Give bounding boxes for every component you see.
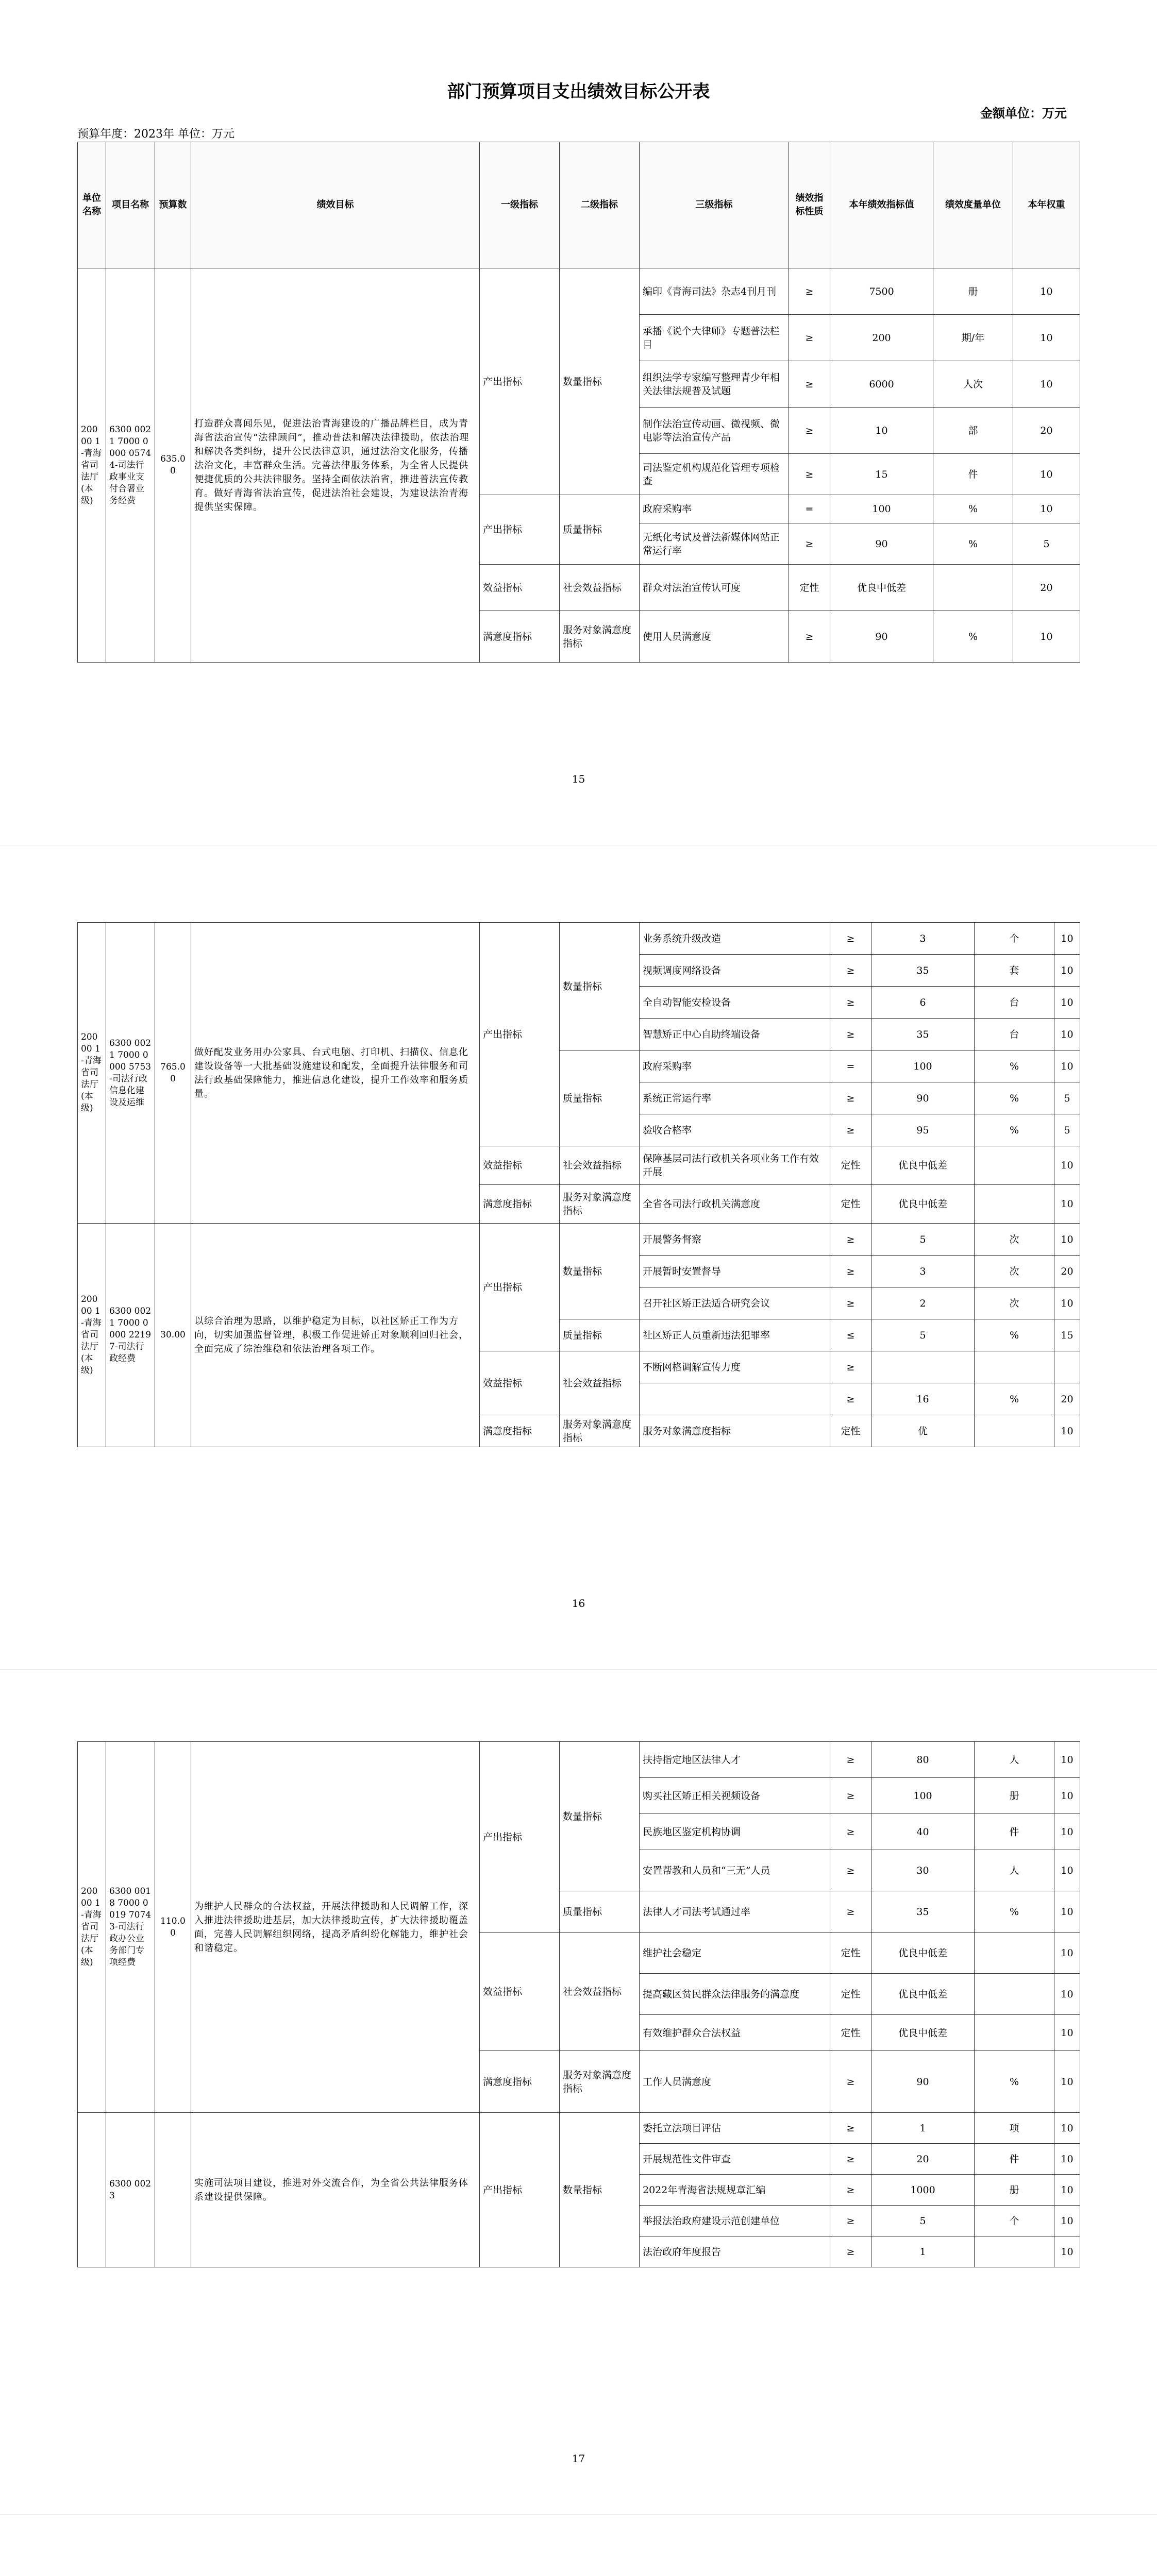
level1-cell: 产出指标 bbox=[480, 1742, 560, 1933]
measure-cell: 台 bbox=[975, 1019, 1054, 1050]
nature-cell: 定性 bbox=[830, 1185, 871, 1224]
level2-cell: 质量指标 bbox=[560, 1050, 640, 1146]
level3-cell: 服务对象满意度指标 bbox=[640, 1415, 830, 1447]
value-cell: 优良中低差 bbox=[871, 1974, 975, 2015]
value-cell: 5 bbox=[871, 1319, 975, 1351]
measure-cell: 个 bbox=[975, 923, 1054, 955]
weight-cell: 5 bbox=[1054, 1082, 1080, 1114]
measure-cell: 期/年 bbox=[933, 315, 1013, 361]
weight-cell: 10 bbox=[1013, 315, 1080, 361]
table-row bbox=[78, 2113, 1080, 2144]
page-number: 17 bbox=[572, 2452, 585, 2465]
nature-cell: ≥ bbox=[830, 1814, 871, 1850]
nature-cell: ≥ bbox=[830, 1256, 871, 1287]
level2-cell: 数量指标 bbox=[560, 1224, 640, 1319]
measure-cell: % bbox=[975, 1891, 1054, 1933]
nature-cell: ≥ bbox=[830, 1778, 871, 1814]
weight-cell: 10 bbox=[1054, 2051, 1080, 2113]
performance-table-p2 bbox=[77, 922, 1080, 1447]
weight-cell: 10 bbox=[1054, 2175, 1080, 2206]
nature-cell: 定性 bbox=[830, 2015, 871, 2051]
level3-cell: 开展暂时安置督导 bbox=[640, 1256, 830, 1287]
value-cell: 15 bbox=[830, 454, 933, 495]
level1-cell: 产出指标 bbox=[480, 268, 560, 495]
project-cell: 6300 0021 7000 0000 0574 4-司法行政事业支付合署业务经费 bbox=[106, 268, 155, 663]
value-cell: 90 bbox=[830, 611, 933, 663]
measure-cell: 部 bbox=[933, 408, 1013, 454]
weight-cell: 10 bbox=[1013, 454, 1080, 495]
level3-cell: 司法鉴定机构规范化管理专项检查 bbox=[640, 454, 789, 495]
project-cell: 6300 0018 7000 0019 7074 3-司法行政办公业务部门专项经费 bbox=[106, 1742, 155, 2113]
measure-cell: 人次 bbox=[933, 361, 1013, 408]
level2-cell: 社会效益指标 bbox=[560, 565, 640, 611]
value-cell: 35 bbox=[871, 1019, 975, 1050]
weight-cell: 10 bbox=[1013, 268, 1080, 315]
level3-cell: 业务系统升级改造 bbox=[640, 923, 830, 955]
level3-cell: 民族地区鉴定机构协调 bbox=[640, 1814, 830, 1850]
level3-cell: 验收合格率 bbox=[640, 1114, 830, 1146]
level1-cell: 满意度指标 bbox=[480, 1185, 560, 1224]
level2-cell: 服务对象满意度指标 bbox=[560, 1185, 640, 1224]
level3-cell: 购买社区矫正相关视频设备 bbox=[640, 1778, 830, 1814]
value-cell: 优良中低差 bbox=[871, 1146, 975, 1185]
page-4 bbox=[0, 2550, 1157, 2576]
col-level3: 三级指标 bbox=[640, 142, 789, 268]
level3-cell: 编印《青海司法》杂志4刊月刊 bbox=[640, 268, 789, 315]
measure-cell: % bbox=[933, 611, 1013, 663]
level3-cell: 有效维护群众合法权益 bbox=[640, 2015, 830, 2051]
nature-cell: ≥ bbox=[830, 2144, 871, 2175]
weight-cell: 10 bbox=[1054, 923, 1080, 955]
measure-cell bbox=[975, 1351, 1054, 1383]
level3-cell: 组织法学专家编写整理青少年相关法律法规普及试题 bbox=[640, 361, 789, 408]
nature-cell: 定性 bbox=[789, 565, 830, 611]
level3-cell: 保障基层司法行政机关各项业务工作有效开展 bbox=[640, 1146, 830, 1185]
nature-cell: ≥ bbox=[789, 454, 830, 495]
weight-cell: 15 bbox=[1054, 1319, 1080, 1351]
goal-cell: 打造群众喜闻乐见，促进法治青海建设的广播品牌栏目，成为青海省法治宣传“法律顾问”，推动普法和解决法律援助，依法治理和解决各类纠纷，提升公民法律意识，通过法治文化服务，传播法治文化，丰富群众生活。完善法律服务体系，为全省人民提供便捷优质的公共法律服务。坚持全面依法治省，推进普法宣传教育。做好青海省法治宣传，促进法治社会建设，为建设法治青海提供坚实保障。 bbox=[191, 268, 480, 663]
nature-cell: ≥ bbox=[830, 955, 871, 987]
value-cell: 80 bbox=[871, 1742, 975, 1778]
col-nature: 绩效指标性质 bbox=[789, 142, 830, 268]
page-separator bbox=[0, 2514, 1157, 2515]
measure-cell: 册 bbox=[933, 268, 1013, 315]
nature-cell: ≥ bbox=[830, 2175, 871, 2206]
value-cell: 100 bbox=[830, 495, 933, 523]
level3-cell: 使用人员满意度 bbox=[640, 611, 789, 663]
weight-cell: 20 bbox=[1054, 1383, 1080, 1415]
measure-cell bbox=[975, 1415, 1054, 1447]
value-cell: 1 bbox=[871, 2113, 975, 2144]
value-cell: 40 bbox=[871, 1814, 975, 1850]
table-row bbox=[78, 1742, 1080, 1778]
level2-cell: 数量指标 bbox=[560, 1742, 640, 1891]
measure-cell: 个 bbox=[975, 2206, 1054, 2236]
value-cell: 2 bbox=[871, 1287, 975, 1319]
budget-cell: 30.00 bbox=[155, 1224, 191, 1447]
measure-cell: 件 bbox=[975, 2144, 1054, 2175]
goal-cell: 以综合治理为思路，以维护稳定为目标，以社区矫正工作为方向，切实加强监督管理，积极工作促进矫正对象顺利回归社会，全面完成了综治维稳和依法治理各项工作。 bbox=[191, 1224, 480, 1447]
level2-cell: 服务对象满意度指标 bbox=[560, 2051, 640, 2113]
weight-cell: 20 bbox=[1013, 408, 1080, 454]
level2-cell: 数量指标 bbox=[560, 923, 640, 1050]
table-row bbox=[78, 1224, 1080, 1256]
nature-cell: ≥ bbox=[830, 2236, 871, 2267]
unit-cell: 20000 1-青海省司法厅(本级) bbox=[78, 268, 106, 663]
col-measure: 绩效度量单位 bbox=[933, 142, 1013, 268]
weight-cell: 10 bbox=[1054, 2144, 1080, 2175]
nature-cell: ≥ bbox=[830, 1383, 871, 1415]
level3-cell: 政府采购率 bbox=[640, 495, 789, 523]
level1-cell: 满意度指标 bbox=[480, 611, 560, 663]
col-budget: 预算数 bbox=[155, 142, 191, 268]
level1-cell: 效益指标 bbox=[480, 1146, 560, 1185]
table-header-row bbox=[78, 142, 1080, 268]
level3-cell: 开展规范性文件审查 bbox=[640, 2144, 830, 2175]
weight-cell: 10 bbox=[1054, 2113, 1080, 2144]
measure-cell: % bbox=[975, 2051, 1054, 2113]
unit-cell: 20000 1-青海省司法厅(本级) bbox=[78, 1742, 106, 2113]
page-2 bbox=[0, 876, 1157, 1649]
measure-cell: 次 bbox=[975, 1287, 1054, 1319]
level1-cell: 产出指标 bbox=[480, 923, 560, 1146]
value-cell: 20 bbox=[871, 2144, 975, 2175]
nature-cell: = bbox=[789, 495, 830, 523]
measure-cell bbox=[975, 1933, 1054, 1974]
level3-cell: 社区矫正人员重新违法犯罪率 bbox=[640, 1319, 830, 1351]
level1-cell: 产出指标 bbox=[480, 1224, 560, 1351]
nature-cell: ≥ bbox=[789, 611, 830, 663]
goal-cell: 实施司法项目建设，推进对外交流合作，为全省公共法律服务体系建设提供保障。 bbox=[191, 2113, 480, 2267]
value-cell: 3 bbox=[871, 923, 975, 955]
measure-cell bbox=[975, 2236, 1054, 2267]
level3-cell: 举报法治政府建设示范创建单位 bbox=[640, 2206, 830, 2236]
weight-cell: 10 bbox=[1054, 1224, 1080, 1256]
measure-cell bbox=[975, 1146, 1054, 1185]
value-cell: 200 bbox=[830, 315, 933, 361]
goal-cell: 为维护人民群众的合法权益，开展法律援助和人民调解工作，深入推进法律援助进基层，加大法律援助宣传，扩大法律援助覆盖面，完善人民调解组织网络，提高矛盾纠纷化解能力，维护社会和谐稳定。 bbox=[191, 1742, 480, 2113]
nature-cell: = bbox=[830, 1050, 871, 1082]
value-cell: 优良中低差 bbox=[830, 565, 933, 611]
value-cell: 1000 bbox=[871, 2175, 975, 2206]
level2-cell: 社会效益指标 bbox=[560, 1146, 640, 1185]
value-cell: 35 bbox=[871, 1891, 975, 1933]
level2-cell: 社会效益指标 bbox=[560, 1351, 640, 1415]
nature-cell: ≥ bbox=[789, 315, 830, 361]
level2-cell: 质量指标 bbox=[560, 495, 640, 565]
measure-cell: 台 bbox=[975, 987, 1054, 1019]
value-cell: 5 bbox=[871, 1224, 975, 1256]
value-cell: 5 bbox=[871, 2206, 975, 2236]
unit-cell bbox=[78, 2113, 106, 2267]
page-number: 16 bbox=[572, 1597, 585, 1609]
weight-cell: 10 bbox=[1054, 987, 1080, 1019]
level3-cell: 不断网格调解宣传力度 bbox=[640, 1351, 830, 1383]
level3-cell: 扶持指定地区法律人才 bbox=[640, 1742, 830, 1778]
col-level2: 二级指标 bbox=[560, 142, 640, 268]
level3-cell: 工作人员满意度 bbox=[640, 2051, 830, 2113]
measure-cell bbox=[933, 565, 1013, 611]
nature-cell: ≥ bbox=[830, 923, 871, 955]
value-cell: 10 bbox=[830, 408, 933, 454]
weight-cell: 20 bbox=[1054, 1256, 1080, 1287]
value-cell: 35 bbox=[871, 955, 975, 987]
weight-cell: 10 bbox=[1054, 1415, 1080, 1447]
level3-cell: 提高藏区贫民群众法律服务的满意度 bbox=[640, 1974, 830, 2015]
col-project: 项目名称 bbox=[106, 142, 155, 268]
budget-cell: 765.00 bbox=[155, 923, 191, 1224]
level2-cell: 数量指标 bbox=[560, 2113, 640, 2267]
page-separator bbox=[0, 1669, 1157, 1670]
project-cell: 6300 0021 7000 0000 2219 7-司法行政经费 bbox=[106, 1224, 155, 1447]
nature-cell: ≥ bbox=[830, 1891, 871, 1933]
value-cell: 优良中低差 bbox=[871, 1185, 975, 1224]
value-cell: 优良中低差 bbox=[871, 1933, 975, 1974]
nature-cell: ≥ bbox=[830, 2051, 871, 2113]
nature-cell: ≥ bbox=[830, 2206, 871, 2236]
col-goal: 绩效目标 bbox=[191, 142, 480, 268]
level3-cell: 召开社区矫正法适合研究会议 bbox=[640, 1287, 830, 1319]
measure-cell: 人 bbox=[975, 1742, 1054, 1778]
level2-cell: 服务对象满意度指标 bbox=[560, 1415, 640, 1447]
weight-cell: 10 bbox=[1054, 1287, 1080, 1319]
measure-cell: 人 bbox=[975, 1850, 1054, 1891]
nature-cell: ≥ bbox=[830, 1351, 871, 1383]
performance-table-p3 bbox=[77, 1741, 1080, 2267]
measure-cell: % bbox=[975, 1050, 1054, 1082]
value-cell: 16 bbox=[871, 1383, 975, 1415]
level3-cell: 开展警务督察 bbox=[640, 1224, 830, 1256]
nature-cell: ≤ bbox=[830, 1319, 871, 1351]
weight-cell: 20 bbox=[1013, 565, 1080, 611]
nature-cell: ≥ bbox=[830, 1082, 871, 1114]
nature-cell: ≥ bbox=[830, 987, 871, 1019]
nature-cell: 定性 bbox=[830, 1146, 871, 1185]
level3-cell: 委托立法项目评估 bbox=[640, 2113, 830, 2144]
value-cell: 100 bbox=[871, 1778, 975, 1814]
weight-cell: 10 bbox=[1054, 1019, 1080, 1050]
value-cell: 优良中低差 bbox=[871, 2015, 975, 2051]
weight-cell: 10 bbox=[1054, 1814, 1080, 1850]
level3-cell bbox=[640, 1383, 830, 1415]
level3-cell: 2022年青海省法规规章汇编 bbox=[640, 2175, 830, 2206]
weight-cell: 10 bbox=[1013, 611, 1080, 663]
level1-cell: 效益指标 bbox=[480, 565, 560, 611]
col-weight: 本年权重 bbox=[1013, 142, 1080, 268]
level3-cell: 智慧矫正中心自助终端设备 bbox=[640, 1019, 830, 1050]
project-cell: 6300 0021 7000 0000 5753-司法行政信息化建设及运维 bbox=[106, 923, 155, 1224]
measure-cell: 册 bbox=[975, 2175, 1054, 2206]
weight-cell: 10 bbox=[1054, 1050, 1080, 1082]
level3-cell: 全省各司法行政机关满意度 bbox=[640, 1185, 830, 1224]
level1-cell: 满意度指标 bbox=[480, 2051, 560, 2113]
level2-cell: 服务对象满意度指标 bbox=[560, 611, 640, 663]
level1-cell: 效益指标 bbox=[480, 1933, 560, 2051]
measure-cell: 次 bbox=[975, 1224, 1054, 1256]
weight-cell: 10 bbox=[1054, 1778, 1080, 1814]
nature-cell: ≥ bbox=[830, 1742, 871, 1778]
measure-cell bbox=[975, 1185, 1054, 1224]
measure-cell: 套 bbox=[975, 955, 1054, 987]
value-cell: 90 bbox=[871, 2051, 975, 2113]
col-value: 本年绩效指标值 bbox=[830, 142, 933, 268]
col-unit: 单位名称 bbox=[78, 142, 106, 268]
page-title: 部门预算项目支出绩效目标公开表 bbox=[447, 81, 710, 102]
nature-cell: ≥ bbox=[830, 1287, 871, 1319]
measure-cell: % bbox=[975, 1383, 1054, 1415]
measure-cell: 次 bbox=[975, 1256, 1054, 1287]
level3-cell: 政府采购率 bbox=[640, 1050, 830, 1082]
nature-cell: ≥ bbox=[830, 1224, 871, 1256]
measure-cell: 册 bbox=[975, 1778, 1054, 1814]
measure-cell: % bbox=[933, 495, 1013, 523]
value-cell bbox=[871, 1351, 975, 1383]
budget-cell bbox=[155, 2113, 191, 2267]
level3-cell: 法律人才司法考试通过率 bbox=[640, 1891, 830, 1933]
value-cell: 90 bbox=[830, 523, 933, 565]
level1-cell: 满意度指标 bbox=[480, 1415, 560, 1447]
measure-cell: % bbox=[975, 1114, 1054, 1146]
budget-cell: 110.00 bbox=[155, 1742, 191, 2113]
value-cell: 100 bbox=[871, 1050, 975, 1082]
table-row bbox=[78, 268, 1080, 315]
nature-cell: 定性 bbox=[830, 1415, 871, 1447]
measure-cell bbox=[975, 2015, 1054, 2051]
nature-cell: ≥ bbox=[830, 1114, 871, 1146]
performance-table-p1 bbox=[77, 142, 1080, 663]
nature-cell: ≥ bbox=[789, 268, 830, 315]
level3-cell: 制作法治宣传动画、微视频、微电影等法治宣传产品 bbox=[640, 408, 789, 454]
nature-cell: ≥ bbox=[830, 2113, 871, 2144]
weight-cell: 10 bbox=[1054, 1146, 1080, 1185]
weight-cell: 10 bbox=[1054, 1185, 1080, 1224]
unit-cell: 20000 1-青海省司法厅(本级) bbox=[78, 1224, 106, 1447]
nature-cell: ≥ bbox=[789, 408, 830, 454]
weight-cell: 10 bbox=[1054, 955, 1080, 987]
project-cell: 6300 0023 bbox=[106, 2113, 155, 2267]
weight-cell: 10 bbox=[1054, 2236, 1080, 2267]
weight-cell: 10 bbox=[1054, 1850, 1080, 1891]
weight-cell: 10 bbox=[1054, 1933, 1080, 1974]
level1-cell: 产出指标 bbox=[480, 2113, 560, 2267]
measure-cell: % bbox=[975, 1319, 1054, 1351]
level3-cell: 视频调度网络设备 bbox=[640, 955, 830, 987]
weight-cell: 10 bbox=[1013, 361, 1080, 408]
level1-cell: 产出指标 bbox=[480, 495, 560, 565]
nature-cell: ≥ bbox=[789, 361, 830, 408]
value-cell: 6000 bbox=[830, 361, 933, 408]
level2-cell: 质量指标 bbox=[560, 1891, 640, 1933]
value-cell: 30 bbox=[871, 1850, 975, 1891]
value-cell: 3 bbox=[871, 1256, 975, 1287]
value-cell: 95 bbox=[871, 1114, 975, 1146]
table-row bbox=[78, 923, 1080, 955]
weight-cell: 10 bbox=[1054, 1891, 1080, 1933]
level3-cell: 安置帮教和人员和“三无”人员 bbox=[640, 1850, 830, 1891]
nature-cell: 定性 bbox=[830, 1933, 871, 1974]
measure-cell: % bbox=[933, 523, 1013, 565]
weight-cell: 10 bbox=[1013, 495, 1080, 523]
col-level1: 一级指标 bbox=[480, 142, 560, 268]
level3-cell: 全自动智能安检设备 bbox=[640, 987, 830, 1019]
nature-cell: ≥ bbox=[830, 1850, 871, 1891]
amount-unit: 金额单位：万元 bbox=[980, 106, 1067, 121]
level3-cell: 承播《说个大律师》专题普法栏目 bbox=[640, 315, 789, 361]
value-cell: 90 bbox=[871, 1082, 975, 1114]
unit-cell: 20000 1-青海省司法厅(本级) bbox=[78, 923, 106, 1224]
weight-cell: 5 bbox=[1054, 1114, 1080, 1146]
weight-cell: 10 bbox=[1054, 1974, 1080, 2015]
budget-year: 预算年度：2023年 单位：万元 bbox=[77, 128, 234, 141]
value-cell: 7500 bbox=[830, 268, 933, 315]
level3-cell: 无纸化考试及普法新媒体网站正常运行率 bbox=[640, 523, 789, 565]
nature-cell: 定性 bbox=[830, 1974, 871, 2015]
page-number: 15 bbox=[572, 773, 585, 785]
level3-cell: 群众对法治宣传认可度 bbox=[640, 565, 789, 611]
page-1 bbox=[0, 0, 1157, 804]
level1-cell: 效益指标 bbox=[480, 1351, 560, 1415]
goal-cell: 做好配发业务用办公家具、台式电脑、打印机、扫描仪、信息化建设设备等一大批基础设施建设和配发，全面提升法律服务和司法行政基础保障能力，推进信息化建设，提升工作效率和服务质量。 bbox=[191, 923, 480, 1224]
measure-cell: 项 bbox=[975, 2113, 1054, 2144]
level2-cell: 数量指标 bbox=[560, 268, 640, 495]
budget-cell: 635.00 bbox=[155, 268, 191, 663]
weight-cell: 5 bbox=[1013, 523, 1080, 565]
weight-cell: 10 bbox=[1054, 2206, 1080, 2236]
level3-cell: 维护社会稳定 bbox=[640, 1933, 830, 1974]
value-cell: 6 bbox=[871, 987, 975, 1019]
level2-cell: 质量指标 bbox=[560, 1319, 640, 1351]
page-3 bbox=[0, 1700, 1157, 2499]
nature-cell: ≥ bbox=[789, 523, 830, 565]
value-cell: 1 bbox=[871, 2236, 975, 2267]
nature-cell: ≥ bbox=[830, 1019, 871, 1050]
level3-cell: 法治政府年度报告 bbox=[640, 2236, 830, 2267]
measure-cell: 件 bbox=[975, 1814, 1054, 1850]
measure-cell bbox=[975, 1974, 1054, 2015]
weight-cell bbox=[1054, 1351, 1080, 1383]
level2-cell: 社会效益指标 bbox=[560, 1933, 640, 2051]
level3-cell: 系统正常运行率 bbox=[640, 1082, 830, 1114]
weight-cell: 10 bbox=[1054, 2015, 1080, 2051]
weight-cell: 10 bbox=[1054, 1742, 1080, 1778]
value-cell: 优 bbox=[871, 1415, 975, 1447]
measure-cell: % bbox=[975, 1082, 1054, 1114]
measure-cell: 件 bbox=[933, 454, 1013, 495]
